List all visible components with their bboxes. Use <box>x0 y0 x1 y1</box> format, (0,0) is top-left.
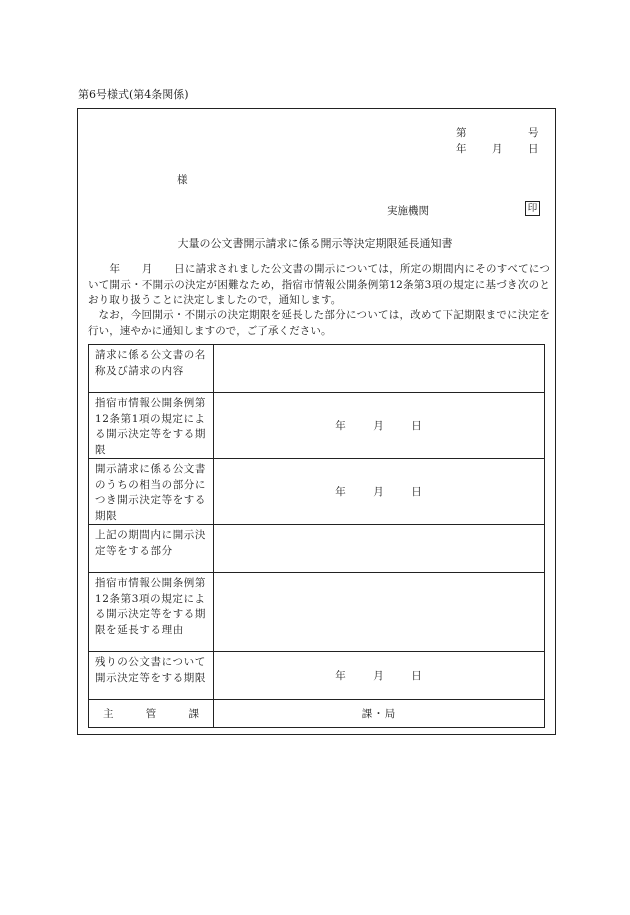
number-suffix: 号 <box>528 127 539 139</box>
row-label: 開示請求に係る公文書のうちの相当の部分につき開示決定等をする期限 <box>89 459 214 525</box>
row-date-day: 日 <box>411 420 423 432</box>
table-row <box>89 573 545 652</box>
row-label: 請求に係る公文書の名称及び請求の内容 <box>89 345 214 393</box>
footer-value-text: 課・局 <box>361 708 397 720</box>
footer-label <box>89 700 214 728</box>
row-date-year: 年 <box>335 670 347 682</box>
row-date-month: 月 <box>373 670 385 682</box>
table-row <box>89 652 545 700</box>
body-paragraph-1: 年 月 日に請求されました公文書の開示については，所定の期間内にそのすべてについて開示・不開示の決定が困難なため，指宿市情報公開条例第12条第3項の規定に基づき次のとおり取り扱うことに決定しましたので，通知します。 <box>88 263 550 306</box>
row-date-field[interactable] <box>214 393 545 459</box>
footer-label-char: 課 <box>188 708 199 720</box>
row-label: 残りの公文書について開示決定等をする期限 <box>89 652 214 700</box>
row-label: 上記の期間内に開示決定等をする部分 <box>89 525 214 573</box>
recipient-suffix: 様 <box>177 174 188 186</box>
row-date-field[interactable] <box>214 459 545 525</box>
row-value-field[interactable] <box>214 345 545 393</box>
row-value-field[interactable] <box>214 573 545 652</box>
row-date-year: 年 <box>335 420 347 432</box>
body-paragraph-2: なお，今回開示・不開示の決定期限を延長した部分については，改めて下記期限までに決定を行い，速やかに通知しますので，ご了承ください。 <box>88 309 550 337</box>
form-label: 第6号様式(第4条関係) <box>78 88 189 101</box>
date-month: 月 <box>492 143 503 155</box>
notice-table <box>88 344 545 728</box>
seal-stamp: 印 <box>525 201 540 216</box>
issuer-label: 実施機関 <box>387 205 429 217</box>
table-row-footer <box>89 700 545 728</box>
date-year: 年 <box>456 143 467 155</box>
row-label: 指宿市情報公開条例第12条第1項の規定による開示決定等をする期限 <box>89 393 214 459</box>
row-date-year: 年 <box>335 486 347 498</box>
row-date-field[interactable] <box>214 652 545 700</box>
table-row <box>89 393 545 459</box>
document-title: 大量の公文書開示請求に係る開示等決定期限延長通知書 <box>177 237 453 250</box>
table-row <box>89 345 545 393</box>
footer-label-char: 管 <box>145 708 157 720</box>
footer-label-char: 主 <box>103 708 114 720</box>
table-row <box>89 525 545 573</box>
row-label: 指宿市情報公開条例第12条第3項の規定による開示決定等をする期限を延長する理由 <box>89 573 214 652</box>
row-date-day: 日 <box>411 670 423 682</box>
row-date-month: 月 <box>373 486 385 498</box>
row-date-month: 月 <box>373 420 385 432</box>
number-prefix: 第 <box>456 127 467 139</box>
date-day: 日 <box>528 143 539 155</box>
table-row <box>89 459 545 525</box>
row-date-day: 日 <box>411 486 423 498</box>
footer-value[interactable] <box>214 700 545 728</box>
row-value-field[interactable] <box>214 525 545 573</box>
